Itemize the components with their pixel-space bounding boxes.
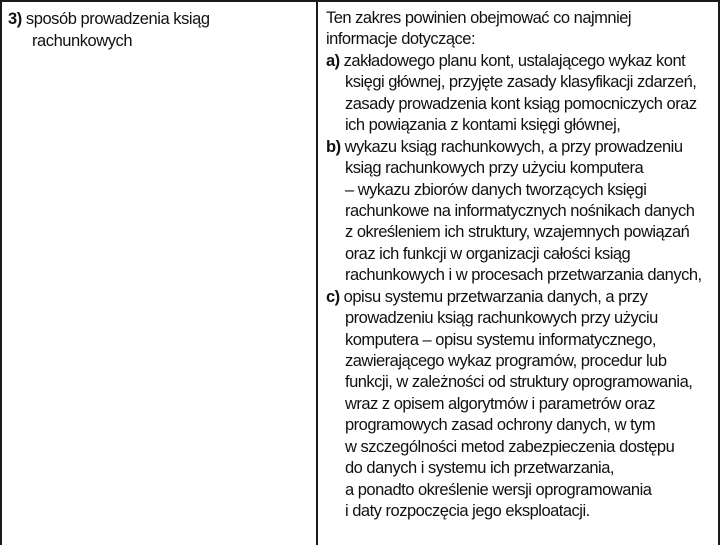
intro-line: Ten zakres powinien obejmować co najmniej [326, 9, 632, 27]
list-item-c-line: funkcji, w zależności od struktury oprogramowania, [345, 373, 693, 392]
list-item-b-line: rachunkowe na informatycznych nośnikach danych [345, 201, 695, 220]
list-item-c-line: prowadzeniu ksiąg rachunkowych przy użyciu [345, 309, 658, 328]
list-item-b-line: – wykazu zbiorów danych tworzących księgi [345, 180, 647, 199]
list-item-a-line: zasady prowadzenia kont ksiąg pomocniczych oraz [345, 94, 697, 113]
list-item-a-line: ich powiązania z kontami księgi głównej, [345, 116, 621, 135]
list-item-c-line: zawierającego wykaz programów, procedur lub [345, 352, 667, 370]
column-divider [316, 0, 318, 545]
list-item-c-line: i daty rozpoczęcia jego eksploatacji. [345, 502, 590, 521]
list-item-b-line: z określeniem ich struktury, wzajemnych powiązań [345, 223, 690, 242]
list-item-c-line: wraz z opisem algorytmów i parametrów oraz [345, 394, 656, 413]
description-cell [326, 8, 716, 523]
list-item-c-line [326, 287, 716, 308]
row-label-cell [8, 8, 308, 52]
list-item-b-line: oraz ich funkcji w organizacji całości ksiąg [345, 244, 631, 263]
table-top-border [0, 0, 720, 2]
row-label-line1: sposób prowadzenia ksiąg [25, 10, 210, 28]
intro-line: informacje dotyczące: [326, 30, 476, 49]
list-item-c-line: a ponadto określenie wersji oprogramowania [345, 480, 652, 499]
list-item-b-line: rachunkowych i w procesach przetwarzania danych, [345, 266, 702, 285]
item-b-text: wykazu ksiąg rachunkowych, a przy prowadzeniu [344, 137, 683, 156]
list-item-c-line: w szczególności metod zabezpieczenia dostępu [345, 437, 675, 456]
item-label-b: b) [326, 137, 341, 156]
list-item-c-line: komputera – opisu systemu informatycznego, [345, 330, 656, 349]
list-item-a-line [326, 51, 716, 72]
list-item-c-line: programowych zasad ochrony danych, w tym [345, 416, 656, 435]
row-label-line2: rachunkowych [32, 32, 133, 50]
list-item-a-line: księgi głównej, przyjęte zasady klasyfikacji zdarzeń, [345, 73, 697, 92]
table-right-border [718, 0, 720, 545]
table-left-border [0, 0, 2, 545]
item-c-text: opisu systemu przetwarzania danych, a przy [343, 287, 648, 306]
list-item-b-line [326, 137, 716, 158]
item-label-a: a) [326, 51, 340, 70]
item-label-c: c) [326, 287, 340, 306]
list-item-c-line: do danych i systemu ich przetwarzania, [345, 459, 614, 478]
list-item-b-line: ksiąg rachunkowych przy użyciu komputera [345, 159, 644, 178]
item-a-text: zakładowego planu kont, ustalającego wykaz kont [343, 51, 686, 70]
row-number: 3) [8, 10, 22, 28]
